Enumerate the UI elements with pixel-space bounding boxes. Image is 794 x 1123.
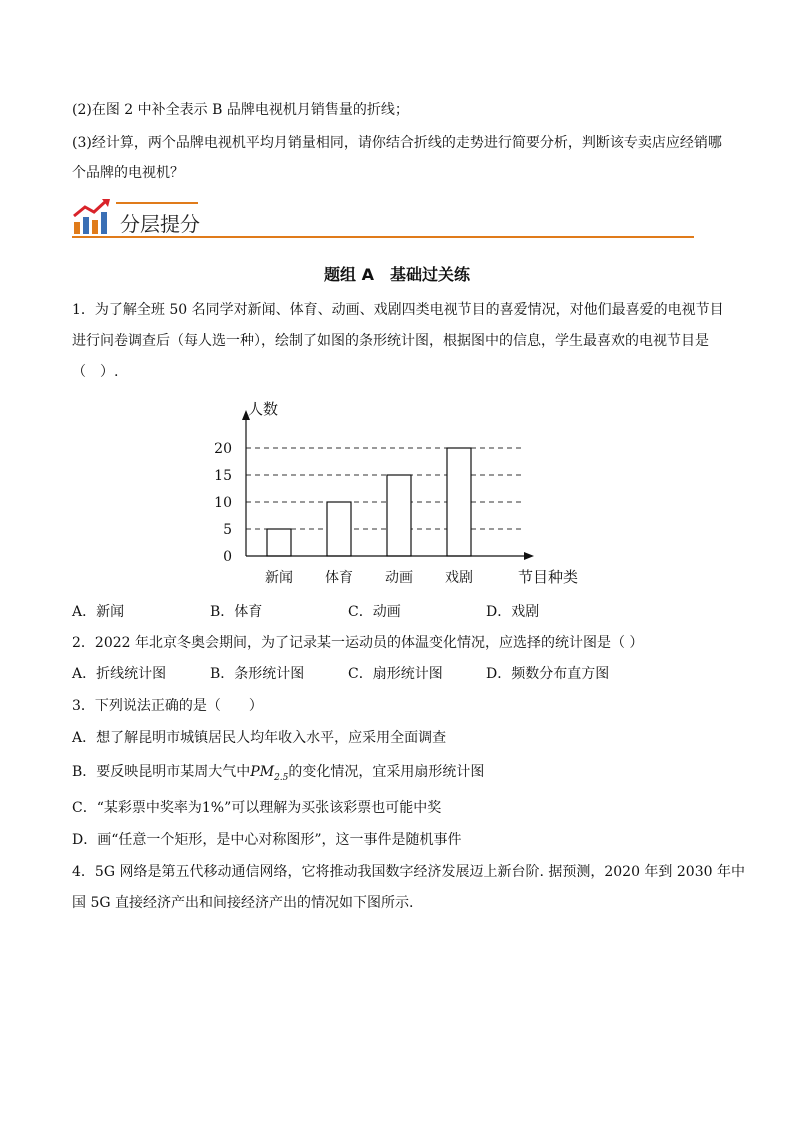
q1-option-a: A．新闻 xyxy=(72,604,125,620)
q3-option-b xyxy=(72,762,484,788)
bar-4 xyxy=(447,448,471,556)
q2-option-c: C．扇形统计图 xyxy=(348,666,443,682)
x-axis-arrow xyxy=(524,552,534,560)
q1-line3: （ ）. xyxy=(72,364,119,380)
pm-subscript: 2.5 xyxy=(274,772,289,783)
q2-text: 2．2022 年北京冬奥会期间，为了记录某一运动员的体温变化情况，应选择的统计图是（ ） xyxy=(72,635,644,651)
bar-chart xyxy=(0,390,794,590)
bar-2 xyxy=(327,502,351,556)
x-tick-label: 体育 xyxy=(325,570,353,586)
group-title: 题组 A 基础过关练 xyxy=(324,265,470,284)
q2-option-a: A．折线统计图 xyxy=(72,666,167,682)
bar-chart-arrow-icon xyxy=(72,198,112,236)
y-tick-label: 10 xyxy=(214,495,232,511)
section-header xyxy=(72,198,694,240)
q3-option-b-post: 的变化情况，宜采用扇形统计图 xyxy=(288,764,485,780)
q1-option-d: D．戏剧 xyxy=(486,604,540,620)
sub-question-2: (2)在图 2 中补全表示 B 品牌电视机月销售量的折线； xyxy=(72,102,409,118)
y-tick-label: 5 xyxy=(223,522,232,538)
pm-symbol: PM xyxy=(250,764,275,780)
x-tick-label: 戏剧 xyxy=(445,570,473,586)
y-tick-label: 15 xyxy=(214,468,232,484)
q3-option-a: A．想了解昆明市城镇居民人均年收入水平，应采用全面调查 xyxy=(72,730,447,746)
q2-option-d: D．频数分布直方图 xyxy=(486,666,610,682)
bar-3 xyxy=(387,475,411,556)
q2-option-b: B．条形统计图 xyxy=(210,666,305,682)
q3-text: 3．下列说法正确的是（ ） xyxy=(72,698,263,714)
x-axis-label: 节目种类 xyxy=(517,568,579,586)
y-tick-label: 0 xyxy=(223,549,232,565)
q3-option-c: C．“某彩票中奖率为1%”可以理解为买张该彩票也可能中奖 xyxy=(72,800,442,816)
q1-option-c: C．动画 xyxy=(348,604,401,620)
bar-1 xyxy=(267,529,291,556)
x-tick-label: 动画 xyxy=(385,570,413,586)
sub-question-3-line1: (3)经计算，两个品牌电视机平均月销量相同，请你结合折线的走势进行简要分析，判断该专卖店应经销哪 xyxy=(72,135,722,151)
x-tick-label: 新闻 xyxy=(265,570,293,586)
q4-line2: 国 5G 直接经济产出和间接经济产出的情况如下图所示. xyxy=(72,895,414,911)
q3-option-b-pre: B．要反映昆明市某周大气中 xyxy=(72,764,251,780)
q3-option-d: D．画“任意一个矩形，是中心对称图形”，这一事件是随机事件 xyxy=(72,832,462,848)
y-axis-label: 人数 xyxy=(248,400,279,418)
sub-question-3-line2: 个品牌的电视机？ xyxy=(72,165,184,181)
y-tick-label: 20 xyxy=(214,441,232,457)
q1-line1: 1．为了解全班 50 名同学对新闻、体育、动画、戏剧四类电视节目的喜爱情况，对他们最喜爱的电视节目 xyxy=(72,302,724,318)
q1-line2: 进行问卷调查后（每人选一种），绘制了如图的条形统计图，根据图中的信息，学生最喜欢的电视节目是 xyxy=(72,333,709,349)
q1-option-b: B．体育 xyxy=(210,604,263,620)
section-title: 分层提分 xyxy=(120,212,200,236)
q4-line1: 4．5G 网络是第五代移动通信网络，它将推动我国数字经济发展迈上新台阶. 据预测，2020 年到 2030 年中 xyxy=(72,864,745,880)
